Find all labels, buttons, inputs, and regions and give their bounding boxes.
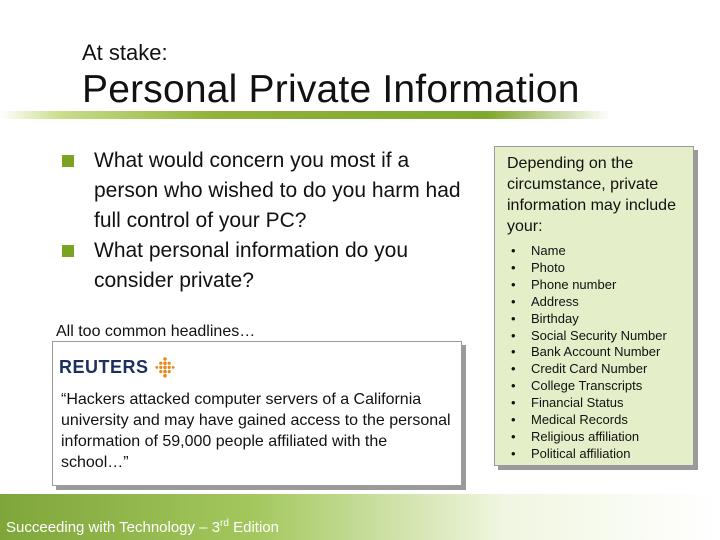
news-quote-box bbox=[52, 341, 462, 486]
private-info-intro: Depending on the circumstance, private information may include your: bbox=[507, 155, 676, 235]
list-item: • College Transcripts bbox=[511, 378, 643, 394]
list-item: • Phone number bbox=[511, 276, 617, 292]
bullet-dot-icon: • bbox=[511, 259, 516, 275]
reuters-logo-icon bbox=[155, 356, 175, 378]
bullet-text: What personal information do you consider private? bbox=[94, 239, 409, 292]
list-item: • Political affiliation bbox=[511, 445, 631, 461]
footer-band bbox=[0, 494, 720, 540]
list-item: • Name bbox=[511, 243, 566, 258]
bullet-item bbox=[62, 236, 472, 296]
private-info-box bbox=[494, 146, 694, 466]
bullet-dot-icon: • bbox=[511, 344, 516, 360]
list-item: • Bank Account Number bbox=[511, 344, 661, 360]
reuters-logo bbox=[59, 356, 175, 378]
list-item: • Social Security Number bbox=[511, 327, 667, 343]
bullet-text: What would concern you most if a person who wished to do you harm had full control of your PC? bbox=[94, 149, 461, 232]
bullet-dot-icon: • bbox=[511, 378, 516, 394]
bullet-list bbox=[62, 146, 472, 296]
list-item: • Address bbox=[511, 293, 579, 309]
list-item: • Credit Card Number bbox=[511, 361, 648, 377]
list-item: • Financial Status bbox=[511, 395, 624, 411]
bullet-dot-icon: • bbox=[511, 310, 516, 326]
bullet-dot-icon: • bbox=[511, 428, 516, 444]
private-info-list bbox=[511, 243, 693, 463]
bullet-dot-icon: • bbox=[511, 276, 516, 292]
square-bullet-icon bbox=[62, 155, 74, 167]
bullet-dot-icon: • bbox=[511, 293, 516, 309]
footer-text: Succeeding with Technology – 3rd Edition bbox=[6, 518, 279, 536]
list-item: • Medical Records bbox=[511, 412, 628, 428]
bullet-dot-icon: • bbox=[511, 243, 516, 258]
list-item: • Photo bbox=[511, 259, 565, 275]
bullet-dot-icon: • bbox=[511, 361, 516, 377]
bullet-dot-icon: • bbox=[511, 445, 516, 461]
bullet-item bbox=[62, 146, 472, 236]
list-item: • Birthday bbox=[511, 310, 579, 326]
reuters-wordmark: REUTERS bbox=[59, 356, 149, 377]
title-underline bbox=[0, 111, 610, 119]
bullet-dot-icon: • bbox=[511, 412, 516, 428]
slide-subtitle: At stake: bbox=[82, 40, 168, 65]
list-item: • Religious affiliation bbox=[511, 428, 640, 444]
headlines-label: All too common headlines… bbox=[56, 323, 256, 340]
slide-title: Personal Private Information bbox=[82, 68, 580, 111]
news-quote: “Hackers attacked computer servers of a California university and may have gained access to the personal information of 59,000 people affiliated with the school…” bbox=[61, 391, 451, 471]
bullet-dot-icon: • bbox=[511, 327, 516, 343]
bullet-dot-icon: • bbox=[511, 395, 516, 411]
square-bullet-icon bbox=[62, 245, 74, 257]
